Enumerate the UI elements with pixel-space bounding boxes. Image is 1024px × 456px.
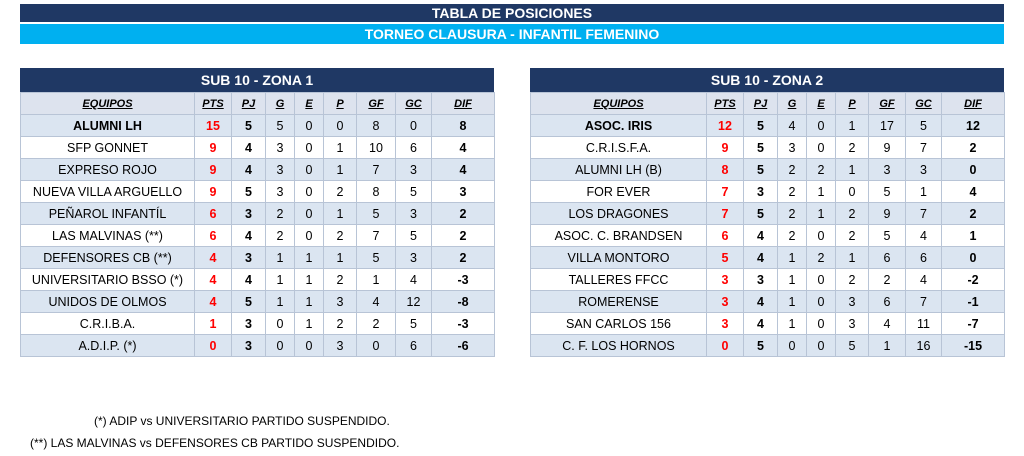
- cell-gc: 4: [906, 269, 942, 291]
- column-header-e: E: [807, 93, 836, 115]
- cell-e: 0: [295, 159, 324, 181]
- cell-p: 3: [324, 335, 357, 357]
- table-row: [531, 225, 1005, 247]
- cell-team: ALUMNI LH: [21, 115, 195, 137]
- cell-gf: 4: [357, 291, 396, 313]
- cell-gc: 6: [396, 335, 432, 357]
- cell-team: C. F. LOS HORNOS: [531, 335, 707, 357]
- cell-g: 1: [778, 269, 807, 291]
- cell-e: 1: [807, 203, 836, 225]
- table-row: [21, 313, 495, 335]
- table-row: [531, 291, 1005, 313]
- table-row: [21, 335, 495, 357]
- cell-pts: 1: [195, 313, 232, 335]
- cell-gc: 11: [906, 313, 942, 335]
- column-header-team: EQUIPOS: [21, 93, 195, 115]
- cell-e: 1: [295, 313, 324, 335]
- cell-g: 0: [266, 335, 295, 357]
- cell-dif: 0: [942, 247, 1005, 269]
- cell-p: 1: [836, 159, 869, 181]
- cell-gc: 16: [906, 335, 942, 357]
- cell-gf: 2: [357, 313, 396, 335]
- cell-p: 0: [324, 115, 357, 137]
- cell-pj: 5: [744, 335, 778, 357]
- cell-pj: 4: [744, 225, 778, 247]
- cell-g: 2: [266, 225, 295, 247]
- cell-team: DEFENSORES CB (**): [21, 247, 195, 269]
- cell-dif: 2: [942, 203, 1005, 225]
- zone-1-table-panel: [20, 68, 494, 357]
- cell-g: 2: [778, 159, 807, 181]
- cell-dif: 3: [432, 181, 495, 203]
- cell-dif: 4: [432, 137, 495, 159]
- cell-e: 1: [295, 269, 324, 291]
- cell-p: 3: [836, 291, 869, 313]
- cell-team: UNIDOS DE OLMOS: [21, 291, 195, 313]
- column-header-pj: PJ: [744, 93, 778, 115]
- table-row: [531, 203, 1005, 225]
- cell-e: 0: [807, 137, 836, 159]
- cell-pj: 3: [232, 247, 266, 269]
- table-row: [21, 225, 495, 247]
- cell-g: 0: [266, 313, 295, 335]
- table-row: [21, 203, 495, 225]
- table-row: [21, 159, 495, 181]
- cell-p: 2: [324, 313, 357, 335]
- cell-gf: 7: [357, 159, 396, 181]
- zone-title: SUB 10 - ZONA 2: [530, 68, 1004, 92]
- cell-pts: 0: [195, 335, 232, 357]
- cell-gc: 4: [906, 225, 942, 247]
- standings-table: [530, 92, 1005, 357]
- table-row: [531, 137, 1005, 159]
- table-row: [531, 313, 1005, 335]
- cell-pj: 5: [232, 291, 266, 313]
- cell-g: 1: [266, 291, 295, 313]
- column-header-team: EQUIPOS: [531, 93, 707, 115]
- cell-g: 1: [266, 247, 295, 269]
- cell-dif: -6: [432, 335, 495, 357]
- cell-pts: 9: [707, 137, 744, 159]
- cell-dif: 2: [432, 247, 495, 269]
- cell-e: 0: [295, 115, 324, 137]
- cell-pj: 3: [744, 269, 778, 291]
- cell-gc: 3: [396, 159, 432, 181]
- table-row: [21, 137, 495, 159]
- cell-g: 1: [778, 313, 807, 335]
- cell-pj: 4: [744, 313, 778, 335]
- footnote: (*) ADIP vs UNIVERSITARIO PARTIDO SUSPENDIDO.: [94, 414, 390, 428]
- cell-pj: 5: [232, 115, 266, 137]
- cell-p: 1: [324, 203, 357, 225]
- cell-g: 1: [778, 291, 807, 313]
- cell-team: SAN CARLOS 156: [531, 313, 707, 335]
- cell-pj: 3: [232, 335, 266, 357]
- cell-g: 1: [778, 247, 807, 269]
- cell-pj: 4: [232, 137, 266, 159]
- table-row: [531, 159, 1005, 181]
- cell-gf: 9: [869, 137, 906, 159]
- cell-team: PEÑAROL INFANTÍL: [21, 203, 195, 225]
- column-header-pts: PTS: [195, 93, 232, 115]
- cell-e: 0: [807, 335, 836, 357]
- cell-gf: 6: [869, 247, 906, 269]
- table-row: [21, 269, 495, 291]
- cell-g: 2: [778, 225, 807, 247]
- cell-gf: 8: [357, 115, 396, 137]
- cell-p: 5: [836, 335, 869, 357]
- cell-pts: 3: [707, 291, 744, 313]
- cell-gc: 7: [906, 137, 942, 159]
- cell-e: 0: [807, 313, 836, 335]
- cell-dif: -15: [942, 335, 1005, 357]
- column-header-gc: GC: [396, 93, 432, 115]
- cell-dif: 12: [942, 115, 1005, 137]
- cell-pts: 3: [707, 269, 744, 291]
- cell-gf: 2: [869, 269, 906, 291]
- cell-p: 2: [836, 269, 869, 291]
- cell-gf: 8: [357, 181, 396, 203]
- cell-team: A.D.I.P. (*): [21, 335, 195, 357]
- cell-gc: 4: [396, 269, 432, 291]
- cell-gf: 17: [869, 115, 906, 137]
- cell-e: 1: [295, 291, 324, 313]
- cell-gf: 6: [869, 291, 906, 313]
- cell-team: LOS DRAGONES: [531, 203, 707, 225]
- cell-g: 1: [266, 269, 295, 291]
- column-header-g: G: [266, 93, 295, 115]
- cell-dif: -7: [942, 313, 1005, 335]
- cell-pj: 5: [744, 159, 778, 181]
- cell-pj: 5: [744, 203, 778, 225]
- footnotes: [30, 410, 399, 454]
- table-row: [531, 335, 1005, 357]
- cell-g: 2: [778, 181, 807, 203]
- cell-gc: 6: [906, 247, 942, 269]
- page-subtitle: TORNEO CLAUSURA - INFANTIL FEMENINO: [20, 24, 1004, 44]
- cell-p: 1: [836, 115, 869, 137]
- cell-pts: 9: [195, 181, 232, 203]
- cell-e: 0: [807, 225, 836, 247]
- cell-g: 3: [266, 181, 295, 203]
- cell-dif: -2: [942, 269, 1005, 291]
- cell-p: 3: [324, 291, 357, 313]
- cell-gf: 5: [357, 203, 396, 225]
- cell-pj: 4: [232, 225, 266, 247]
- column-header-pj: PJ: [232, 93, 266, 115]
- cell-gc: 5: [396, 225, 432, 247]
- cell-pj: 4: [232, 269, 266, 291]
- table-row: [21, 181, 495, 203]
- cell-team: VILLA MONTORO: [531, 247, 707, 269]
- cell-pj: 5: [232, 181, 266, 203]
- cell-gc: 0: [396, 115, 432, 137]
- cell-p: 1: [324, 247, 357, 269]
- zone-2-table-panel: [530, 68, 1004, 357]
- cell-dif: 4: [942, 181, 1005, 203]
- cell-e: 0: [295, 203, 324, 225]
- cell-team: FOR EVER: [531, 181, 707, 203]
- table-row: [531, 247, 1005, 269]
- cell-pj: 3: [232, 203, 266, 225]
- table-row: [21, 247, 495, 269]
- cell-pts: 6: [707, 225, 744, 247]
- cell-e: 1: [807, 181, 836, 203]
- cell-p: 2: [324, 225, 357, 247]
- footnote: (**) LAS MALVINAS vs DEFENSORES CB PARTIDO SUSPENDIDO.: [30, 436, 400, 450]
- cell-dif: 2: [942, 137, 1005, 159]
- cell-dif: 0: [942, 159, 1005, 181]
- cell-gc: 3: [396, 247, 432, 269]
- cell-pts: 0: [707, 335, 744, 357]
- cell-p: 2: [836, 225, 869, 247]
- cell-e: 0: [295, 225, 324, 247]
- cell-g: 5: [266, 115, 295, 137]
- cell-pts: 5: [707, 247, 744, 269]
- column-header-gc: GC: [906, 93, 942, 115]
- cell-team: SFP GONNET: [21, 137, 195, 159]
- cell-dif: -8: [432, 291, 495, 313]
- cell-pts: 7: [707, 181, 744, 203]
- cell-dif: 2: [432, 203, 495, 225]
- cell-g: 3: [778, 137, 807, 159]
- cell-g: 3: [266, 137, 295, 159]
- table-row: [21, 291, 495, 313]
- cell-gc: 12: [396, 291, 432, 313]
- cell-dif: 2: [432, 225, 495, 247]
- page-title: TABLA DE POSICIONES: [20, 4, 1004, 22]
- cell-pj: 5: [744, 137, 778, 159]
- cell-e: 2: [807, 159, 836, 181]
- cell-gf: 5: [869, 181, 906, 203]
- cell-gc: 3: [906, 159, 942, 181]
- zone-title: SUB 10 - ZONA 1: [20, 68, 494, 92]
- cell-team: NUEVA VILLA ARGUELLO: [21, 181, 195, 203]
- cell-g: 3: [266, 159, 295, 181]
- cell-gf: 1: [869, 335, 906, 357]
- cell-team: ALUMNI LH (B): [531, 159, 707, 181]
- column-header-pts: PTS: [707, 93, 744, 115]
- cell-gf: 9: [869, 203, 906, 225]
- column-header-g: G: [778, 93, 807, 115]
- cell-pts: 7: [707, 203, 744, 225]
- column-header-gf: GF: [869, 93, 906, 115]
- table-row: [531, 269, 1005, 291]
- cell-gc: 5: [396, 313, 432, 335]
- cell-team: TALLERES FFCC: [531, 269, 707, 291]
- cell-pts: 3: [707, 313, 744, 335]
- cell-gc: 5: [906, 115, 942, 137]
- cell-e: 0: [807, 115, 836, 137]
- cell-g: 2: [266, 203, 295, 225]
- cell-p: 1: [324, 137, 357, 159]
- cell-team: ASOC. C. BRANDSEN: [531, 225, 707, 247]
- cell-pts: 6: [195, 225, 232, 247]
- cell-gf: 5: [869, 225, 906, 247]
- cell-pts: 8: [707, 159, 744, 181]
- cell-team: ASOC. IRIS: [531, 115, 707, 137]
- cell-gc: 7: [906, 291, 942, 313]
- cell-pts: 9: [195, 159, 232, 181]
- cell-pts: 4: [195, 247, 232, 269]
- cell-e: 0: [295, 181, 324, 203]
- cell-g: 0: [778, 335, 807, 357]
- cell-dif: -3: [432, 313, 495, 335]
- cell-e: 1: [295, 247, 324, 269]
- cell-gc: 1: [906, 181, 942, 203]
- cell-e: 0: [807, 291, 836, 313]
- cell-dif: 8: [432, 115, 495, 137]
- column-header-gf: GF: [357, 93, 396, 115]
- cell-pj: 3: [744, 181, 778, 203]
- cell-g: 4: [778, 115, 807, 137]
- cell-gf: 4: [869, 313, 906, 335]
- cell-gc: 6: [396, 137, 432, 159]
- cell-pts: 6: [195, 203, 232, 225]
- column-header-dif: DIF: [942, 93, 1005, 115]
- cell-gf: 1: [357, 269, 396, 291]
- standings-table: [20, 92, 495, 357]
- cell-p: 1: [836, 247, 869, 269]
- cell-g: 2: [778, 203, 807, 225]
- cell-dif: -1: [942, 291, 1005, 313]
- cell-pts: 12: [707, 115, 744, 137]
- table-row: [531, 115, 1005, 137]
- cell-gf: 5: [357, 247, 396, 269]
- cell-pj: 5: [744, 115, 778, 137]
- cell-gf: 0: [357, 335, 396, 357]
- cell-pj: 4: [744, 247, 778, 269]
- cell-dif: 1: [942, 225, 1005, 247]
- cell-gc: 3: [396, 203, 432, 225]
- cell-pts: 15: [195, 115, 232, 137]
- cell-gf: 10: [357, 137, 396, 159]
- cell-pts: 9: [195, 137, 232, 159]
- cell-dif: -3: [432, 269, 495, 291]
- column-header-dif: DIF: [432, 93, 495, 115]
- cell-team: LAS MALVINAS (**): [21, 225, 195, 247]
- cell-team: ROMERENSE: [531, 291, 707, 313]
- cell-pj: 4: [744, 291, 778, 313]
- cell-dif: 4: [432, 159, 495, 181]
- cell-team: UNIVERSITARIO BSSO (*): [21, 269, 195, 291]
- cell-p: 2: [836, 203, 869, 225]
- cell-team: C.R.I.B.A.: [21, 313, 195, 335]
- cell-e: 2: [807, 247, 836, 269]
- cell-e: 0: [807, 269, 836, 291]
- cell-team: EXPRESO ROJO: [21, 159, 195, 181]
- cell-gc: 5: [396, 181, 432, 203]
- cell-p: 1: [324, 159, 357, 181]
- table-row: [21, 115, 495, 137]
- cell-p: 0: [836, 181, 869, 203]
- cell-team: C.R.I.S.F.A.: [531, 137, 707, 159]
- column-header-p: P: [836, 93, 869, 115]
- cell-pj: 3: [232, 313, 266, 335]
- cell-gf: 3: [869, 159, 906, 181]
- cell-p: 2: [324, 181, 357, 203]
- cell-e: 0: [295, 137, 324, 159]
- cell-p: 3: [836, 313, 869, 335]
- cell-gf: 7: [357, 225, 396, 247]
- cell-e: 0: [295, 335, 324, 357]
- column-header-p: P: [324, 93, 357, 115]
- cell-pts: 4: [195, 269, 232, 291]
- column-header-e: E: [295, 93, 324, 115]
- cell-pj: 4: [232, 159, 266, 181]
- cell-p: 2: [324, 269, 357, 291]
- table-row: [531, 181, 1005, 203]
- cell-p: 2: [836, 137, 869, 159]
- cell-pts: 4: [195, 291, 232, 313]
- cell-gc: 7: [906, 203, 942, 225]
